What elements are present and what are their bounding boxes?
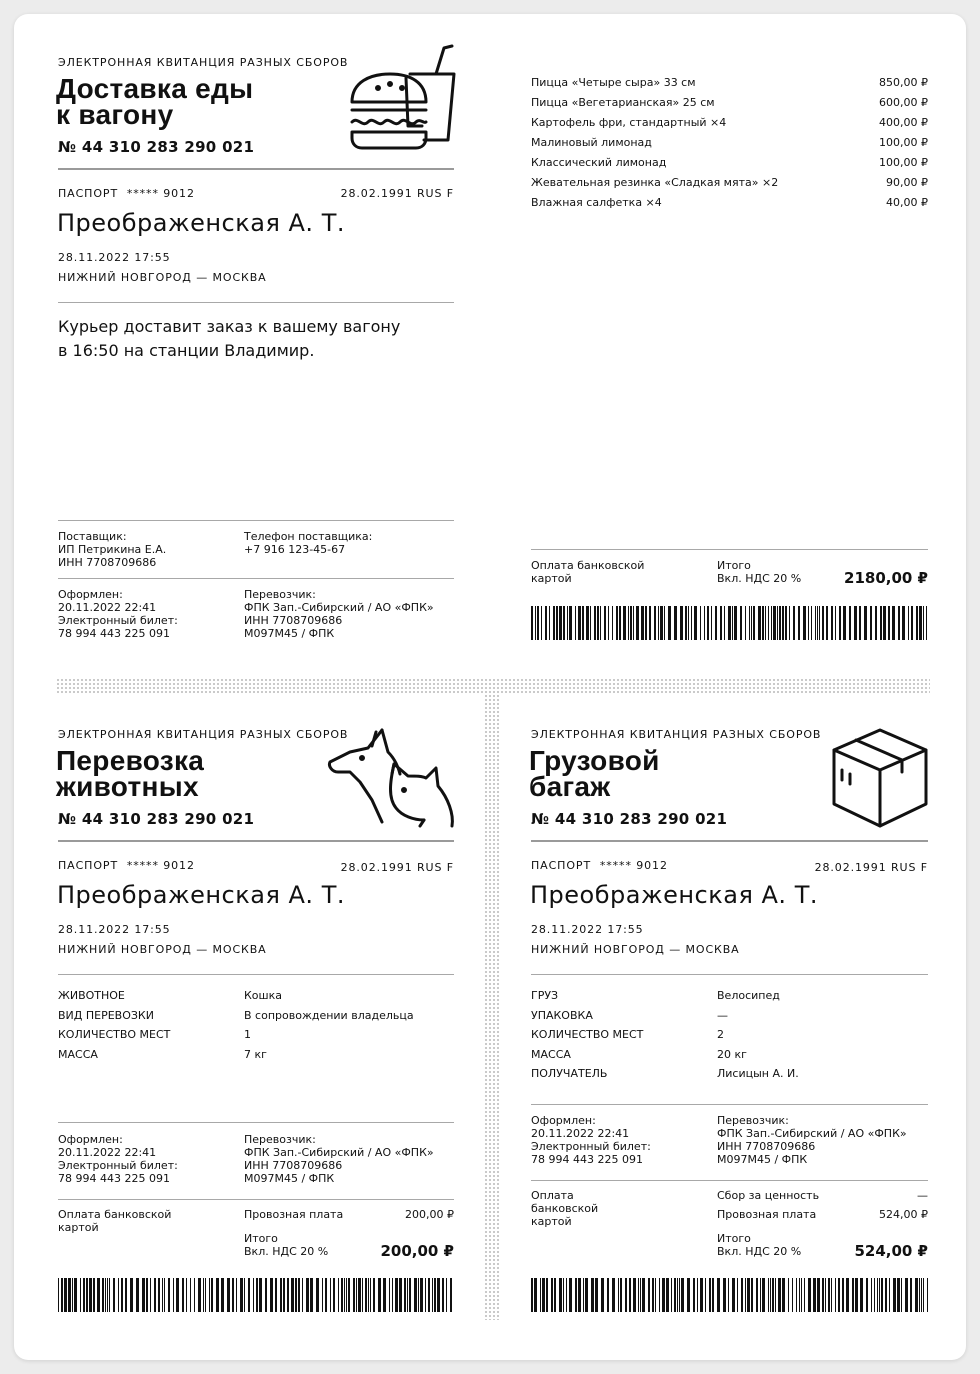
food-total-divider: [531, 549, 928, 550]
animals-details: [58, 989, 454, 1067]
list-item: Пицца «Вегетарианская» 25 см 600,00 ₽: [531, 96, 928, 109]
animals-total-label: Итого Вкл. НДС 20 %: [244, 1232, 329, 1258]
food-total-amount: 2180,00 ₽: [844, 569, 928, 587]
cargo-carrier: Перевозчик: ФПК Зап.-Сибирский / АО «ФПК» ИНН 7708709686 М097М45 / ФПК: [717, 1114, 907, 1166]
list-item: Картофель фри, стандартный ×4 400,00 ₽: [531, 116, 928, 129]
cargo-divider-4: [531, 1180, 928, 1181]
cargo-passport: ПАСПОРТ ***** 9012: [531, 859, 668, 872]
table-row: КОЛИЧЕСТВО МЕСТ 1: [58, 1028, 251, 1041]
box-icon: [830, 726, 928, 830]
animals-caption: ЭЛЕКТРОННАЯ КВИТАНЦИЯ РАЗНЫХ СБОРОВ: [58, 728, 349, 741]
food-issued: Оформлен: 20.11.2022 22:41 Электронный билет: 78 994 443 225 091: [58, 588, 178, 640]
barcode-bar: [452, 1278, 454, 1312]
food-route: НИЖНИЙ НОВГОРОД — МОСКВА: [58, 271, 267, 284]
cargo-receipt-number: № 44 310 283 290 021: [531, 810, 728, 828]
table-row: КОЛИЧЕСТВО МЕСТ 2: [531, 1028, 724, 1041]
cargo-trip-datetime: 28.11.2022 17:55: [531, 923, 644, 936]
table-row: ВИД ПЕРЕВОЗКИ В сопровождении владельца: [58, 1008, 414, 1022]
food-payment-method: Оплата банковской картой: [531, 559, 645, 585]
cargo-passenger-name: Преображенская А. Т.: [530, 881, 818, 909]
food-divider-2: [58, 302, 454, 303]
animals-barcode: [58, 1278, 454, 1312]
food-title: Доставка еды к вагону: [56, 73, 254, 130]
cargo-caption: ЭЛЕКТРОННАЯ КВИТАНЦИЯ РАЗНЫХ СБОРОВ: [531, 728, 822, 741]
cargo-divider-3: [531, 1104, 928, 1105]
cargo-birth-info: 28.02.1991 RUS F: [814, 861, 928, 874]
food-caption: ЭЛЕКТРОННАЯ КВИТАНЦИЯ РАЗНЫХ СБОРОВ: [58, 56, 349, 69]
animals-payment-method: Оплата банковской картой: [58, 1208, 172, 1234]
food-passport: ПАСПОРТ ***** 9012: [58, 187, 195, 200]
animals-divider: [58, 840, 454, 842]
cargo-payment-method: Оплата банковской картой: [531, 1189, 599, 1228]
cargo-route: НИЖНИЙ НОВГОРОД — МОСКВА: [531, 943, 740, 956]
table-row: МАССА 20 кг: [531, 1047, 747, 1061]
food-divider: [58, 168, 454, 170]
animals-fare-value: 200,00 ₽: [405, 1208, 454, 1221]
food-trip-datetime: 28.11.2022 17:55: [58, 251, 171, 264]
food-supplier-phone: Телефон поставщика: +7 916 123-45-67: [244, 530, 373, 556]
animals-receipt-number: № 44 310 283 290 021: [58, 810, 255, 828]
barcode-bar: [927, 1278, 928, 1312]
food-barcode: [531, 606, 928, 640]
cargo-barcode: [531, 1278, 928, 1312]
food-divider-3: [58, 520, 454, 521]
animals-trip-datetime: 28.11.2022 17:55: [58, 923, 171, 936]
list-item: Влажная салфетка ×4 40,00 ₽: [531, 196, 928, 209]
cargo-divider-2: [531, 974, 928, 975]
list-item: Классический лимонад 100,00 ₽: [531, 156, 928, 169]
cargo-value-fee-label: Сбор за ценность: [717, 1189, 820, 1202]
animals-divider-3: [58, 1122, 454, 1123]
food-passenger-name: Преображенская А. Т.: [57, 209, 345, 237]
food-carrier: Перевозчик: ФПК Зап.-Сибирский / АО «ФПК» ИНН 7708709686 М097М45 / ФПК: [244, 588, 434, 640]
food-birth-info: 28.02.1991 RUS F: [340, 187, 454, 200]
animals-passport: ПАСПОРТ ***** 9012: [58, 859, 195, 872]
animals-total-amount: 200,00 ₽: [380, 1242, 454, 1260]
cargo-total-label: Итого Вкл. НДС 20 %: [717, 1232, 802, 1258]
horizontal-tear-line: [56, 678, 930, 694]
food-divider-4: [58, 578, 454, 579]
food-supplier: Поставщик: ИП Петрикина Е.А. ИНН 7708709686: [58, 530, 167, 569]
animals-divider-4: [58, 1199, 454, 1200]
cargo-value-fee-value: —: [917, 1189, 928, 1202]
animals-title: Перевозка животных: [56, 745, 205, 802]
cargo-details: [531, 989, 928, 1087]
cargo-fare-label: Провозная плата: [717, 1208, 817, 1221]
animals-divider-2: [58, 974, 454, 975]
animals-route: НИЖНИЙ НОВГОРОД — МОСКВА: [58, 943, 267, 956]
vertical-tear-line: [484, 694, 500, 1320]
food-items-list: [531, 76, 928, 216]
table-row: МАССА 7 кг: [58, 1047, 267, 1061]
table-row: ЖИВОТНОЕ Кошка: [58, 989, 282, 1002]
animals-passenger-name: Преображенская А. Т.: [57, 881, 345, 909]
cargo-divider: [531, 840, 928, 842]
list-item: Жевательная резинка «Сладкая мята» ×2 90,00 ₽: [531, 176, 928, 189]
receipt-sheet: [14, 14, 966, 1360]
cargo-fare-value: 524,00 ₽: [879, 1208, 928, 1221]
animals-issued: Оформлен: 20.11.2022 22:41 Электронный билет: 78 994 443 225 091: [58, 1133, 178, 1185]
food-total-label: Итого Вкл. НДС 20 %: [717, 559, 802, 585]
animals-fare-label: Провозная плата: [244, 1208, 344, 1221]
burger-drink-icon: [348, 44, 460, 156]
table-row: ГРУЗ Велосипед: [531, 989, 780, 1002]
cargo-title: Грузовой багаж: [529, 745, 660, 802]
table-row: УПАКОВКА —: [531, 1008, 728, 1022]
table-row: ПОЛУЧАТЕЛЬ Лисицын А. И.: [531, 1067, 799, 1080]
list-item: Пицца «Четыре сыра» 33 см 850,00 ₽: [531, 76, 928, 89]
cargo-issued: Оформлен: 20.11.2022 22:41 Электронный билет: 78 994 443 225 091: [531, 1114, 651, 1166]
cargo-total-amount: 524,00 ₽: [854, 1242, 928, 1260]
animals-birth-info: 28.02.1991 RUS F: [340, 861, 454, 874]
dog-cat-icon: [324, 724, 458, 828]
barcode-bar: [927, 606, 928, 640]
list-item: Малиновый лимонад 100,00 ₽: [531, 136, 928, 149]
food-receipt-number: № 44 310 283 290 021: [58, 138, 255, 156]
food-delivery-message: Курьер доставит заказ к вашему вагону в 16:50 на станции Владимир.: [58, 317, 401, 360]
animals-carrier: Перевозчик: ФПК Зап.-Сибирский / АО «ФПК» ИНН 7708709686 М097М45 / ФПК: [244, 1133, 434, 1185]
